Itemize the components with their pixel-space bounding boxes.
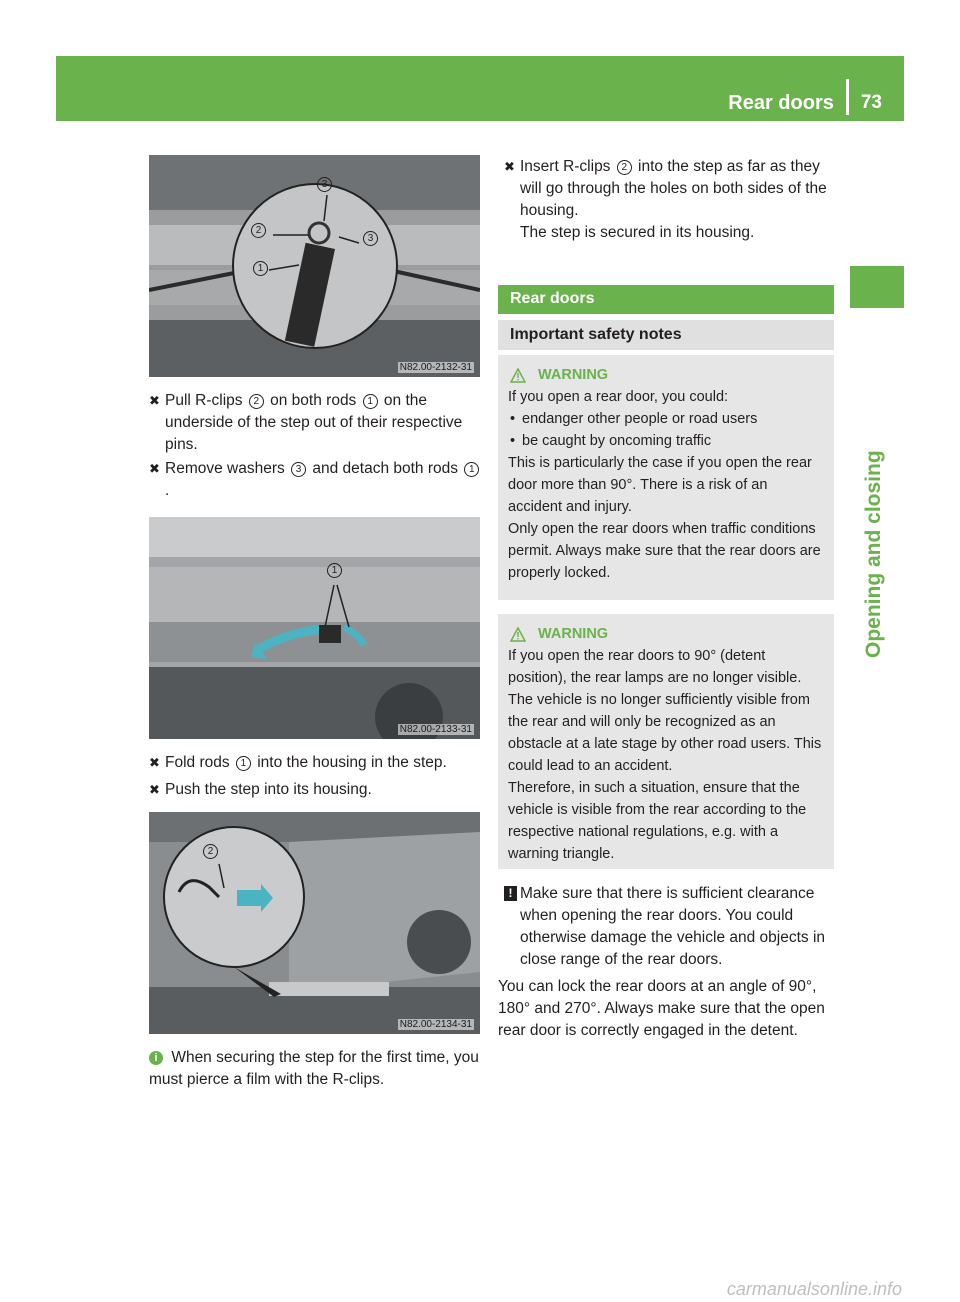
notice-damage xyxy=(504,883,836,971)
step-text: on both rods xyxy=(265,392,361,409)
warning-title-text: WARNING xyxy=(538,367,609,383)
ref-number: 1 xyxy=(363,394,378,409)
figure-fold-rods-illustration xyxy=(149,517,480,739)
notice-text: Make sure that there is sufficient clearance when opening the rear doors. You could otherwise damage the vehicle and objects in close range of the rear doors. xyxy=(520,885,826,968)
figure-code: N82.00-2133-31 xyxy=(399,724,472,735)
step-result: The step is secured in its housing. xyxy=(520,224,755,241)
warning-title xyxy=(508,364,824,386)
warning-bullet: • be caught by oncoming traffic xyxy=(508,430,824,452)
side-label xyxy=(862,318,892,658)
step-arrow-icon: ✖ xyxy=(149,782,160,797)
info-icon: i xyxy=(149,1051,163,1065)
info-note xyxy=(149,1047,484,1091)
warning-triangle-icon xyxy=(510,368,526,383)
step-push-step xyxy=(149,779,484,801)
page-number: 73 xyxy=(860,92,882,113)
step-pull-r-clips xyxy=(149,390,484,456)
header-title: Rear doors xyxy=(728,91,834,114)
notice-exclamation-icon: ! xyxy=(504,886,517,901)
warning-bullet: • endanger other people or road users xyxy=(508,408,824,430)
figure-code: N82.00-2134-31 xyxy=(399,1019,472,1030)
warning-box-1 xyxy=(498,355,834,600)
warning-intro: If you open a rear door, you could: xyxy=(508,389,729,405)
footer-watermark: carmanualsonline.info xyxy=(726,1279,902,1299)
step-arrow-icon: ✖ xyxy=(504,159,515,174)
step-remove-washers xyxy=(149,458,484,502)
callout-1: 1 xyxy=(253,261,268,276)
info-text: When securing the step for the first time, you must pierce a film with the R-clips. xyxy=(149,1049,479,1088)
warning-paragraph: The vehicle is no longer sufficiently visible from the rear and will only be recognized as an obstacle at a late stage by other road users. This could lead to an accident. xyxy=(508,692,822,774)
section-heading: Rear doors xyxy=(498,285,834,314)
step-text: Pull R-clips xyxy=(165,392,247,409)
step-arrow-icon: ✖ xyxy=(149,393,160,408)
step-fold-rods xyxy=(149,752,484,774)
step-text: Fold rods xyxy=(165,754,234,771)
warning-paragraph: Only open the rear doors when traffic conditions permit. Always make sure that the rear doors are properly locked. xyxy=(508,521,821,581)
step-text: and detach both rods xyxy=(308,460,463,477)
callout-3a: 3 xyxy=(317,177,332,192)
step-text: Push the step into its housing. xyxy=(165,781,372,798)
step-arrow-icon: ✖ xyxy=(149,755,160,770)
header-separator xyxy=(846,79,849,115)
step-text: into the housing in the step. xyxy=(252,754,447,771)
subsection-heading: Important safety notes xyxy=(498,320,834,350)
figure-insert-clips xyxy=(149,812,480,1034)
ref-number: 2 xyxy=(249,394,264,409)
warning-paragraph: Therefore, in such a situation, ensure that the vehicle is visible from the rear according to the respective national regulations, e.g. with a warning triangle. xyxy=(508,780,807,862)
figure-fold-rods xyxy=(149,517,480,739)
step-text: . xyxy=(165,482,170,499)
callout-2: 2 xyxy=(251,223,266,238)
callout-2: 2 xyxy=(203,844,218,859)
closing-text: You can lock the rear doors at an angle of 90°, 180° and 270°. Always make sure that the open rear door is correctly engaged in the detent. xyxy=(498,978,825,1039)
running-header xyxy=(728,85,882,121)
step-text: Insert R-clips xyxy=(520,158,615,175)
warning-title xyxy=(508,623,824,645)
step-arrow-icon: ✖ xyxy=(149,461,160,476)
figure-code: N82.00-2132-31 xyxy=(399,362,472,373)
warning-triangle-icon xyxy=(510,627,526,642)
side-label-text: Opening and closing xyxy=(862,450,885,658)
step-insert-r-clips xyxy=(504,156,836,244)
step-text: into the step as far as they will go through the holes on both sides of the housing. xyxy=(520,158,827,219)
warning-box-2 xyxy=(498,614,834,869)
figure-step-rods-illustration xyxy=(149,155,480,377)
step-text: on the underside of the step out of their respective pins. xyxy=(165,392,463,453)
warning-paragraph: This is particularly the case if you open the rear door more than 90°. There is a risk of an accident and injury. xyxy=(508,455,812,515)
warning-paragraph: If you open the rear doors to 90° (detent position), the rear lamps are no longer visible. xyxy=(508,648,802,686)
figure-step-rods xyxy=(149,155,480,377)
ref-number: 2 xyxy=(617,160,632,175)
figure-insert-clips-illustration xyxy=(149,812,480,1034)
side-tab xyxy=(850,266,904,308)
ref-number: 1 xyxy=(236,756,251,771)
callout-1: 1 xyxy=(327,563,342,578)
step-text: Remove washers xyxy=(165,460,290,477)
closing-paragraph xyxy=(498,976,836,1042)
ref-number: 3 xyxy=(291,462,306,477)
callout-3b: 3 xyxy=(363,231,378,246)
ref-number: 1 xyxy=(464,462,479,477)
warning-title-text: WARNING xyxy=(538,626,609,642)
